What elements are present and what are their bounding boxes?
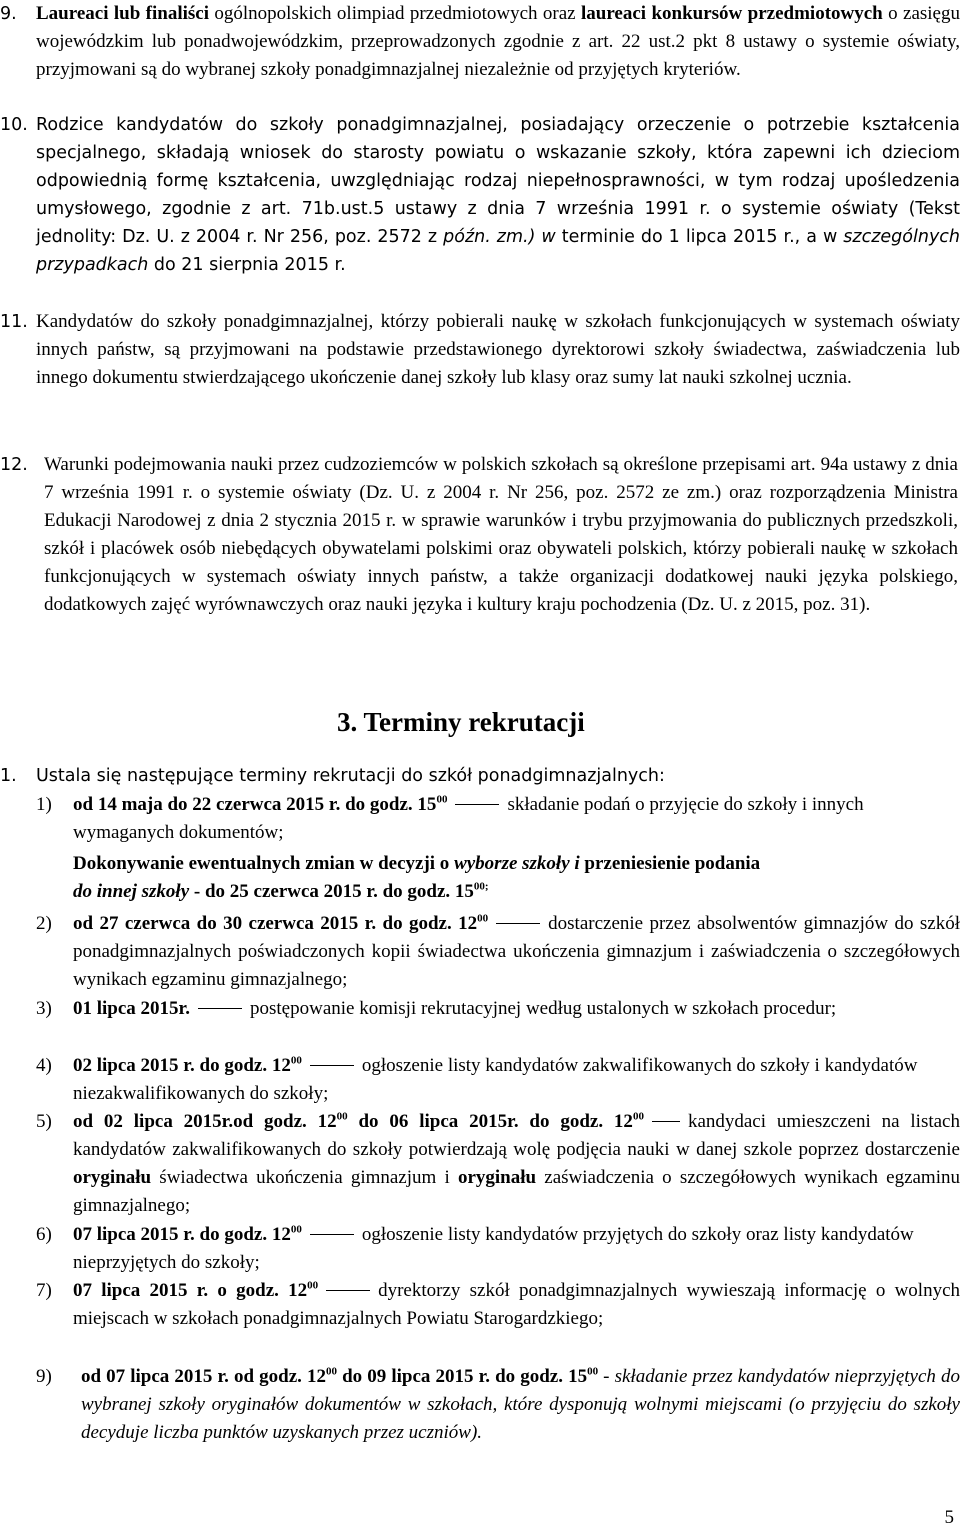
paragraph: Ustala się następujące terminy rekrutacji do szkół ponadgimnazjalnych: bbox=[36, 766, 665, 786]
list-number: 12. bbox=[0, 455, 28, 475]
term-subnote: Dokonywanie ewentualnych zmian w decyzji o wyborze szkoły i przeniesienie podania do innej szkoły - do 25 czerwca 2015 r. do godz. $15^{00;}$ bbox=[73, 853, 761, 902]
term-text: od 14 maja do 22 czerwca 2015 r. do godz. $15^{00}$ składanie podań o przyjęcie do szkoły i innych wymaganych dokumentów; bbox=[73, 793, 864, 843]
term-text: 07 lipca 2015 r. o godz. $12^{00}$ dyrektorzy szkół ponadgimnazjalnych wywieszają informację o wolnych miejscach w szkołach ponadgimnazjalnych Powiatu Starogardzkiego; bbox=[73, 1279, 960, 1329]
list-item-12 bbox=[0, 451, 960, 691]
dash-separator bbox=[496, 923, 540, 924]
term-text: od 07 lipca 2015 r. od godz. $12^{00}$ do 09 lipca 2015 r. do godz. $15^{00}$ - składanie przez kandydatów nieprzyjętych do wybranej szkoły oryginałów dokumentów w szkołach, które dysponują wolnymi miejscami (o przyjęciu do szkoły decyduje liczba punktów uzyskanych przez uczniów). bbox=[81, 1365, 960, 1443]
term-number: 6) bbox=[36, 1224, 52, 1245]
list-item-11 bbox=[0, 308, 960, 428]
term-item-7 bbox=[0, 1277, 960, 1361]
term-number: 9) bbox=[36, 1366, 52, 1387]
dash-separator bbox=[310, 1065, 354, 1066]
paragraph: Kandydatów do szkoły ponadgimnazjalnej, którzy pobierali naukę w szkołach funkcjonujących w systemach oświaty innych państw, są przyjmowani na podstawie przedstawionego dyrektorowi szkoły świadectwa, zaświadczenia lub innego dokumentu stwierdzającego ukończenie danej szkoły lub klasy oraz sumy lat nauki szkolnej ucznia. bbox=[36, 311, 960, 388]
term-item-4 bbox=[0, 1052, 960, 1108]
dash-separator bbox=[198, 1008, 242, 1009]
term-number: 2) bbox=[36, 913, 52, 934]
term-item-6 bbox=[0, 1221, 960, 1277]
page-number: 5 bbox=[944, 1507, 954, 1528]
term-number: 7) bbox=[36, 1280, 52, 1301]
term-text: od 02 lipca 2015r.od godz. $12^{00}$ do 06 lipca 2015r. do godz. $12^{00}$ kandydaci umieszczeni na listach kandydatów zakwalifikowanych do szkoły potwierdzają wolę podjęcia nauki w danej szkole poprzez dostarczenie oryginału świadectwa ukończenia gimnazjum i oryginału zaświadczenia o szczegółowych wynikach egzaminu gimnazjalnego; bbox=[73, 1110, 960, 1216]
intro-item bbox=[0, 762, 960, 792]
term-text: od 27 czerwca do 30 czerwca 2015 r. do godz. $12^{00}$ dostarczenie przez absolwentów gimnazjów do szkół ponadgimnazjalnych poświadczonych kopii świadectwa ukończenia gimnazjum i zaświadczenia o szczegółowych wynikach egzaminu gimnazjalnego; bbox=[73, 912, 960, 990]
list-item-10 bbox=[0, 111, 960, 311]
term-item-9 bbox=[0, 1363, 960, 1475]
term-text: 01 lipca 2015r. postępowanie komisji rekrutacyjnej według ustalonych w szkołach procedur; bbox=[73, 998, 837, 1019]
term-item-3 bbox=[0, 995, 960, 1051]
dash-separator bbox=[326, 1290, 370, 1291]
term-item-1 bbox=[0, 791, 960, 902]
paragraph: Laureaci lub finaliści ogólnopolskich olimpiad przedmiotowych oraz laureaci konkursów przedmiotowych o zasięgu wojewódzkim lub ponadwojewódzkim, przeprowadzonych zgodnie z art. 22 ust.2 pkt 8 ustawy o systemie oświaty, przyjmowani są do wybranej szkoły ponadgimnazjalnej niezależnie od przyjętych kryteriów. bbox=[36, 3, 960, 80]
paragraph: Warunki podejmowania nauki przez cudzoziemców w polskich szkołach są określone przepisami art. 94a ustawy z dnia 7 września 1991 r. o systemie oświaty (Dz. U. z 2004 r. Nr 256, poz. 2572 ze zm.) oraz rozporządzenia Ministra Edukacji Narodowej z dnia 2 stycznia 2015 r. w sprawie warunków i trybu przyjmowania do publicznych przedszkoli, szkół i placówek osób niebędących obywatelami polskimi oraz obywateli polskich, którzy pobierali naukę w szkołach funkcjonujących w systemach oświaty innych państw, a także organizacji dodatkowej nauki języka polskiego, dodatkowych zajęć wyrównawczych oraz nauki języka i kultury kraju pochodzenia (Dz. U. z 2015, poz. 31). bbox=[44, 454, 958, 615]
term-item-5 bbox=[0, 1108, 960, 1220]
term-number: 1) bbox=[36, 794, 52, 815]
term-number: 3) bbox=[36, 998, 52, 1019]
term-number: 5) bbox=[36, 1111, 52, 1132]
list-number: 11. bbox=[0, 312, 28, 332]
term-text: 02 lipca 2015 r. do godz. $12^{00}$ ogłoszenie listy kandydatów zakwalifikowanych do szkoły i kandydatów niezakwalifikowanych do szkoły; bbox=[73, 1054, 918, 1104]
list-item-9 bbox=[0, 0, 960, 112]
paragraph: Rodzice kandydatów do szkoły ponadgimnazjalnej, posiadający orzeczenie o potrzebie kształcenia specjalnego, składają wniosek do starosty powiatu o wskazanie szkoły, która zapewni ich dzieciom odpowiednią formę kształcenia, uwzględniając rodzaj niepełnosprawności, w tym rodzaj upośledzenia umysłowego, zgodnie z art. 71b.ust.5 ustawy z dnia 7 września 1991 r. o systemie oświaty (Tekst jednolity: Dz. U. z 2004 r. Nr 256, poz. 2572 z późn. zm.) w terminie do 1 lipca 2015 r., a w szczególnych przypadkach do 21 sierpnia 2015 r. bbox=[36, 115, 960, 275]
term-number: 4) bbox=[36, 1055, 52, 1076]
section-heading: 3. Terminy rekrutacji bbox=[337, 707, 585, 737]
term-text: 07 lipca 2015 r. do godz. $12^{00}$ ogłoszenie listy kandydatów przyjętych do szkoły oraz listy kandydatów nieprzyjętych do szkoły; bbox=[73, 1223, 914, 1273]
list-number: 10. bbox=[0, 115, 28, 135]
dash-separator bbox=[455, 804, 499, 805]
dash-separator bbox=[310, 1234, 354, 1235]
list-number: 1. bbox=[0, 766, 17, 786]
list-number: 9. bbox=[0, 4, 17, 24]
term-item-2 bbox=[0, 910, 960, 994]
dash-separator bbox=[652, 1121, 680, 1122]
